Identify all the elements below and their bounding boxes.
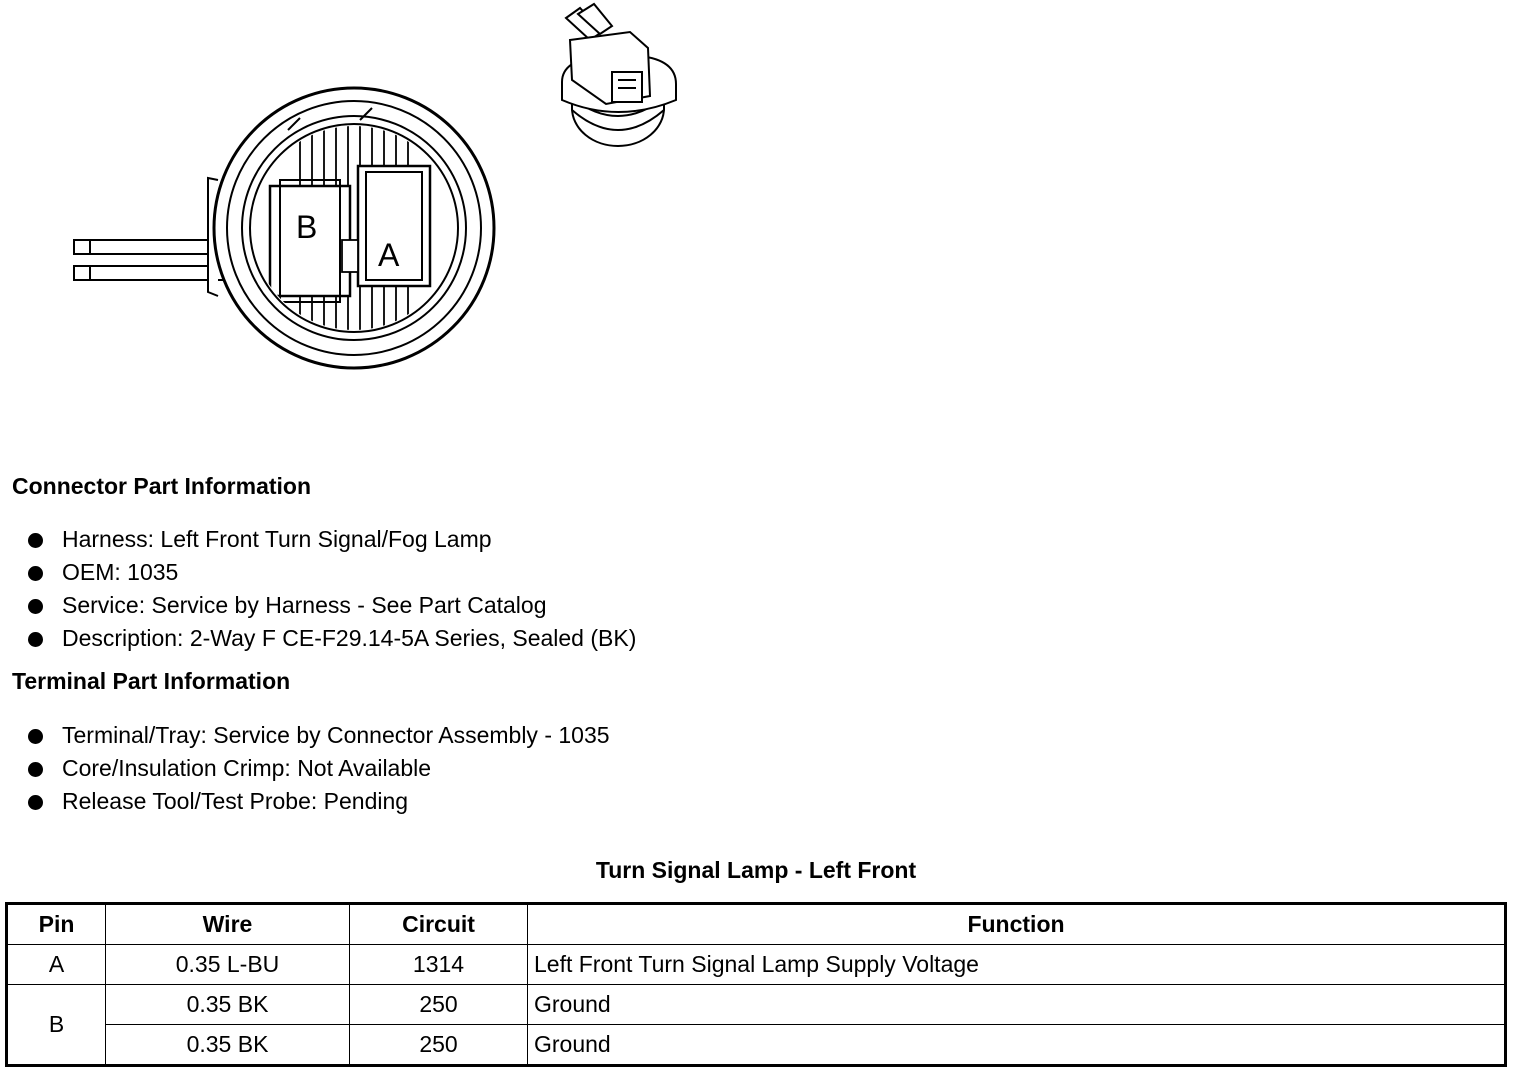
bullet-icon <box>28 762 43 777</box>
list-item: Description: 2-Way F CE-F29.14-5A Series, Sealed (BK) <box>28 622 636 655</box>
table-header-row <box>7 904 1506 945</box>
terminal-part-information-heading: Terminal Part Information <box>12 668 291 694</box>
function-cell: Left Front Turn Signal Lamp Supply Voltage <box>528 945 1506 985</box>
table-title: Turn Signal Lamp - Left Front <box>595 857 917 883</box>
function-cell: Ground <box>528 1025 1506 1066</box>
bullet-icon <box>28 632 43 647</box>
list-item: Service: Service by Harness - See Part Catalog <box>28 589 636 622</box>
connector-part-information-heading: Connector Part Information <box>12 473 312 499</box>
list-item: Release Tool/Test Probe: Pending <box>28 785 610 818</box>
circuit-cell: 1314 <box>350 945 528 985</box>
connector-part-list <box>28 523 636 655</box>
connector-thumbnail <box>562 4 676 146</box>
circuit-cell: 250 <box>350 985 528 1025</box>
circuit-cell: 250 <box>350 1025 528 1066</box>
column-header-function: Function <box>528 904 1506 945</box>
bullet-icon <box>28 566 43 581</box>
column-header-circuit: Circuit <box>350 904 528 945</box>
list-item: Core/Insulation Crimp: Not Available <box>28 752 610 785</box>
function-cell: Ground <box>528 985 1506 1025</box>
list-item: Terminal/Tray: Service by Connector Assembly - 1035 <box>28 719 610 752</box>
list-item: Harness: Left Front Turn Signal/Fog Lamp <box>28 523 636 556</box>
bullet-icon <box>28 729 43 744</box>
wire-cell: 0.35 BK <box>106 1025 350 1066</box>
bullet-icon <box>28 533 43 548</box>
pinout-table <box>5 902 1507 1067</box>
table-row <box>7 985 1506 1025</box>
bullet-icon <box>28 795 43 810</box>
wire-cell: 0.35 L-BU <box>106 945 350 985</box>
column-header-wire: Wire <box>106 904 350 945</box>
connector-face-diagram <box>0 0 720 400</box>
column-header-pin: Pin <box>7 904 106 945</box>
bullet-icon <box>28 599 43 614</box>
terminal-part-list <box>28 719 610 818</box>
cavity-label-a: A <box>378 237 400 273</box>
pin-cell: B <box>7 985 106 1066</box>
wire-cell: 0.35 BK <box>106 985 350 1025</box>
list-item: OEM: 1035 <box>28 556 636 589</box>
pin-cell: A <box>7 945 106 985</box>
wire-leads <box>74 240 224 280</box>
table-row <box>7 1025 1506 1066</box>
table-row <box>7 945 1506 985</box>
cavity-label-b: B <box>296 209 318 245</box>
